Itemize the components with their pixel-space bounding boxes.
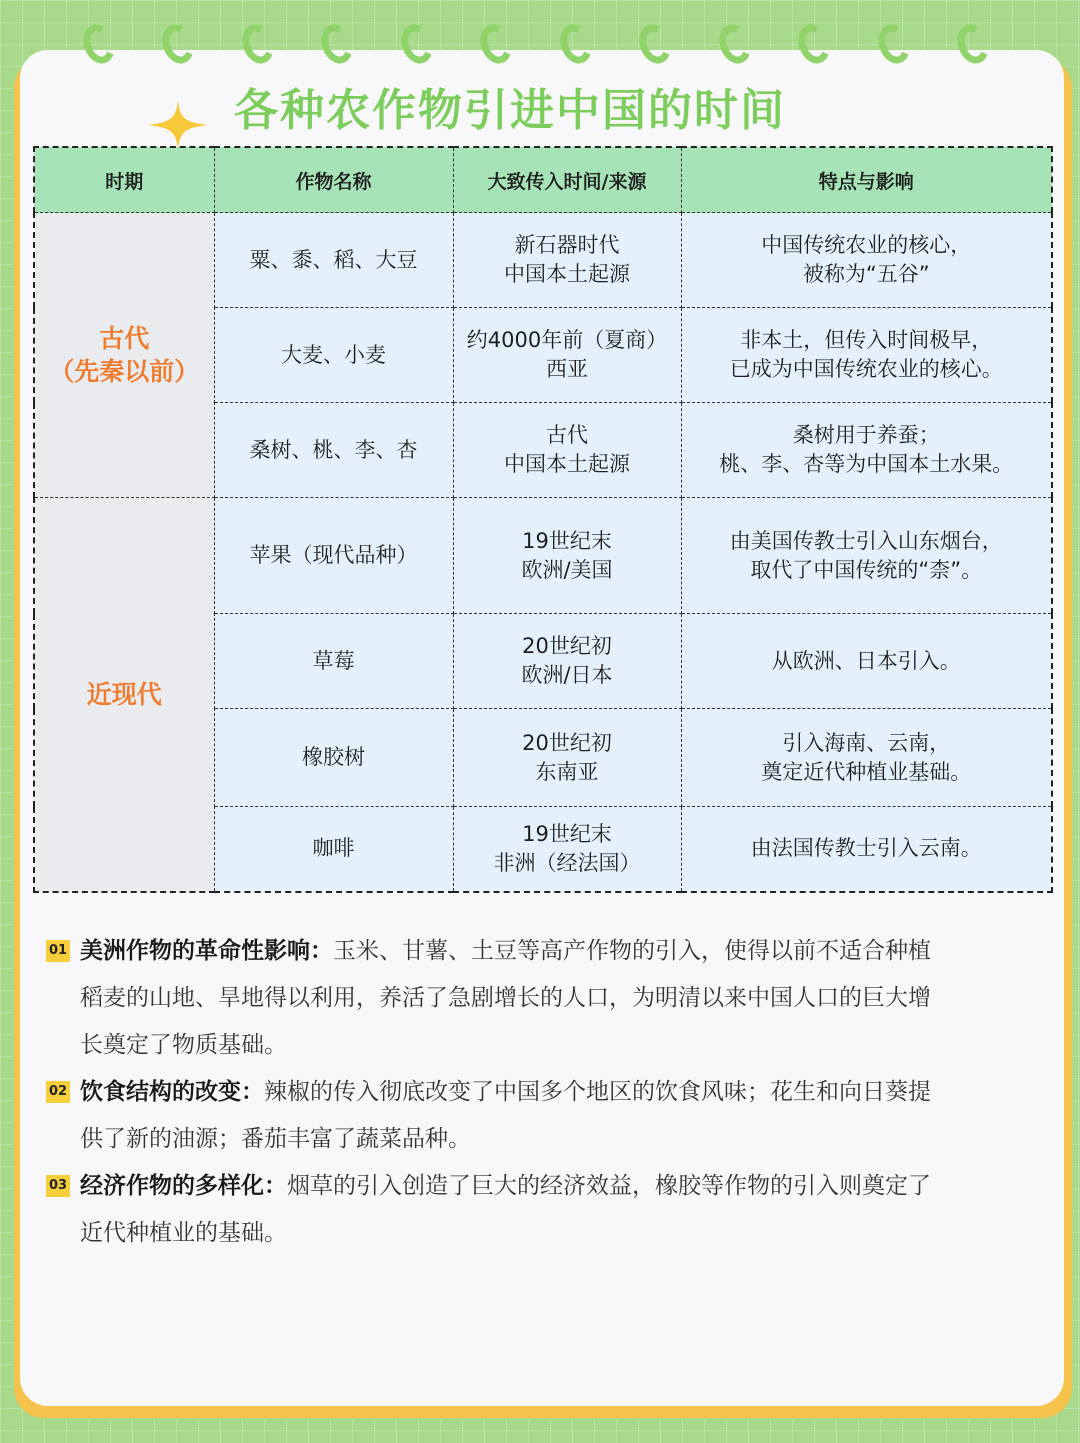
crop-cell: 苹果（现代品种） [214,498,453,614]
impact-line: 由法国传教士引入云南。 [750,836,982,861]
source-origin: 西亚 [546,357,588,381]
source-cell [453,213,681,308]
crop-cell: 咖啡 [214,807,453,892]
note-title: 饮食结构的改变： [80,1079,264,1105]
ring-icon [952,20,994,68]
source-time: 古代 [546,423,588,447]
impact-cell [681,403,1052,498]
source-time: 19世纪末 [522,821,612,846]
note-item [46,1069,1036,1163]
source-time: 19世纪末 [522,528,612,553]
ring-icon [316,20,358,68]
source-origin: 欧洲/美国 [521,557,613,582]
source-time: 20世纪初 [522,730,612,755]
source-origin: 非洲（经法国） [493,850,641,875]
ring-icon [157,20,199,68]
source-time: 20世纪初 [522,634,612,658]
impact-cell [681,498,1052,614]
source-cell [453,403,681,498]
notes-section [46,928,1036,1257]
note-text: 近代种植业的基础。 [80,1220,287,1246]
header-impact: 特点与影响 [681,147,1052,213]
period-label: 古代 [99,324,150,353]
ring-icon [475,20,517,68]
impact-line: 桃、李、杏等为中国本土水果。 [719,452,1014,476]
ring-icon [78,20,120,68]
note-item [46,928,1036,1069]
period-ancient [34,213,214,498]
impact-line: 中国传统农业的核心， [761,233,972,257]
table-row [34,498,1052,614]
source-cell [453,709,681,807]
impact-cell [681,308,1052,403]
note-text: 辣椒的传入彻底改变了中国多个地区的饮食风味；花生和向日葵提 [264,1079,931,1105]
note-text: 烟草的引入创造了巨大的经济效益，橡胶等作物的引入则奠定了 [287,1173,931,1199]
ring-icon [634,20,676,68]
source-cell [453,807,681,892]
source-origin: 欧洲/日本 [521,663,613,687]
note-text: 供了新的油源；番茄丰富了蔬菜品种。 [80,1126,471,1152]
note-text: 长奠定了物质基础。 [80,1032,287,1058]
ring-icon [873,20,915,68]
crop-cell: 橡胶树 [214,709,453,807]
impact-line: 从欧洲、日本引入。 [771,648,961,673]
period-modern [34,498,214,892]
number-badge: 03 [46,1175,70,1197]
impact-line: 取代了中国传统的“柰”。 [750,557,983,582]
impact-cell [681,807,1052,892]
note-text: 玉米、甘薯、土豆等高产作物的引入，使得以前不适合种植 [333,938,931,964]
period-sublabel: （先秦以前） [49,357,200,386]
source-cell [453,498,681,614]
note-item [46,1163,1036,1257]
ring-icon [714,20,756,68]
ring-icon [555,20,597,68]
source-time: 约4000年前（夏商） [466,328,668,352]
note-text: 稻麦的山地、旱地得以利用，养活了急剧增长的人口，为明清以来中国人口的巨大增 [80,985,931,1011]
table-row [34,213,1052,308]
impact-line: 非本土，但传入时间极早， [740,328,993,352]
ring-icon [793,20,835,68]
impact-line: 引入海南、云南， [782,730,951,755]
number-badge: 02 [46,1081,70,1103]
impact-line: 已成为中国传统农业的核心。 [729,357,1003,381]
source-origin: 东南亚 [535,759,599,784]
crop-cell: 大麦、小麦 [214,308,453,403]
crop-table [33,146,1053,893]
crop-cell: 粟、黍、稻、大豆 [214,213,453,308]
impact-cell [681,614,1052,709]
impact-line: 被称为“五谷” [802,262,930,286]
note-title: 美洲作物的革命性影响： [80,938,333,964]
impact-line: 由美国传教士引入山东烟台， [729,528,1003,553]
impact-line: 奠定近代种植业基础。 [761,759,972,784]
impact-cell [681,709,1052,807]
impact-line: 桑树用于养蚕； [792,423,940,447]
source-origin: 中国本土起源 [504,262,630,286]
source-time: 新石器时代 [514,233,620,257]
impact-cell [681,213,1052,308]
note-title: 经济作物的多样化： [80,1173,287,1199]
number-badge: 01 [46,940,70,962]
header-crop-name: 作物名称 [214,147,453,213]
crop-cell: 草莓 [214,614,453,709]
ring-icon [396,20,438,68]
page-title: 各种农作物引进中国的时间 [234,85,786,136]
source-origin: 中国本土起源 [504,452,630,476]
ring-icon [237,20,279,68]
crop-cell: 桑树、桃、李、杏 [214,403,453,498]
table-header-row [34,147,1052,213]
period-label: 近现代 [86,679,162,709]
source-cell [453,308,681,403]
header-period: 时期 [34,147,214,213]
source-cell [453,614,681,709]
header-source: 大致传入时间/来源 [453,147,681,213]
